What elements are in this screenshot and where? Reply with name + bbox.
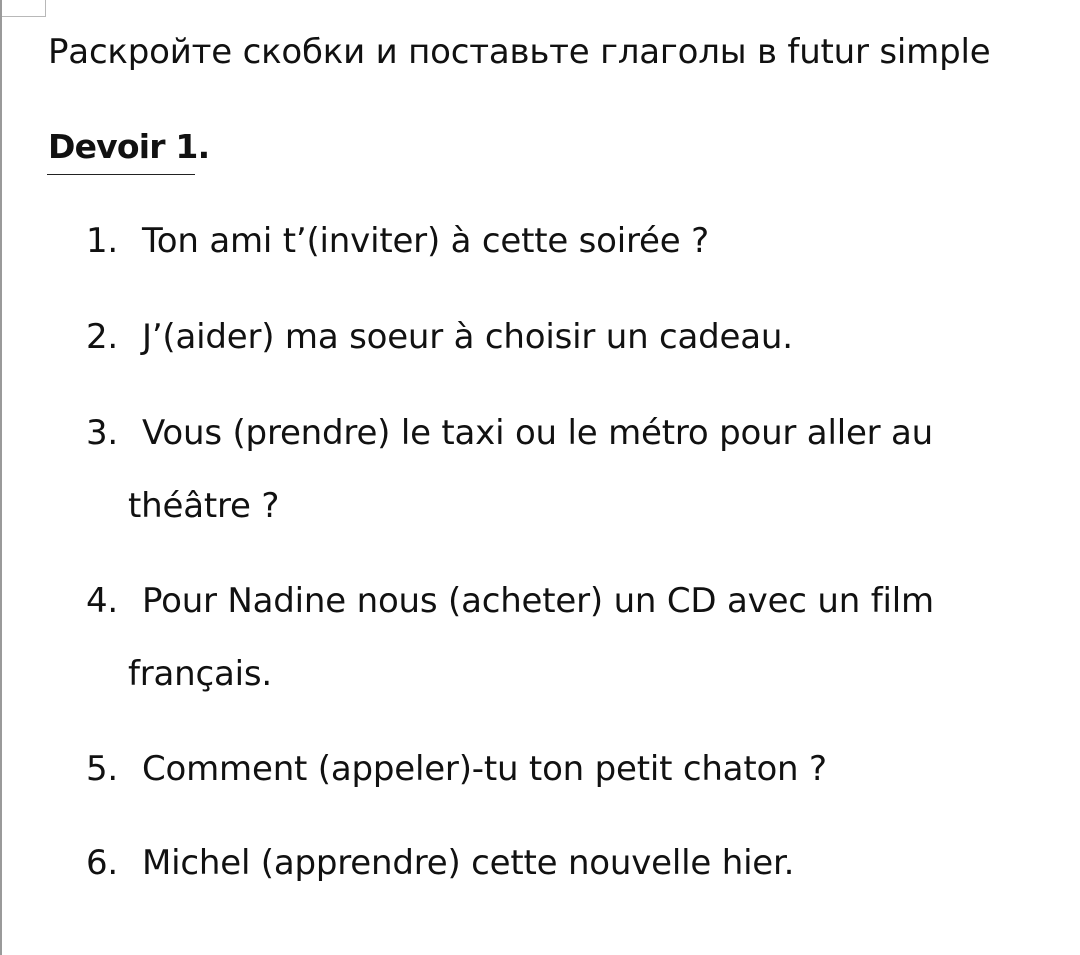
list-item [86,313,793,361]
list-item [86,577,934,625]
item-text: Michel (apprendre) cette nouvelle hier. [142,843,795,883]
item-number: 1. [86,221,119,261]
item-text: Comment (appeler)-tu ton petit chaton ? [142,749,827,789]
item-number: 5. [86,749,119,789]
item-text: Vous (prendre) le taxi ou le métro pour aller au [142,413,934,453]
item-number: 2. [86,317,119,357]
item-text: Ton ami t’(inviter) à cette soirée ? [142,221,709,261]
item-number: 4. [86,581,119,621]
item-text-continuation: français. [128,654,273,694]
item-number: 6. [86,843,119,883]
item-text: J’(aider) ma soeur à choisir un cadeau. [142,317,793,357]
section-heading: Devoir 1. [48,127,210,166]
item-text: Pour Nadine nous (acheter) un CD avec un film [142,581,934,621]
list-item [86,409,933,457]
instruction-text: Раскройте скобки и поставьте глаголы в futur simple [48,32,991,72]
list-item [86,839,794,887]
list-item [86,745,827,793]
item-text-continuation: théâtre ? [128,486,280,526]
item-number: 3. [86,413,119,453]
list-item [86,217,709,265]
